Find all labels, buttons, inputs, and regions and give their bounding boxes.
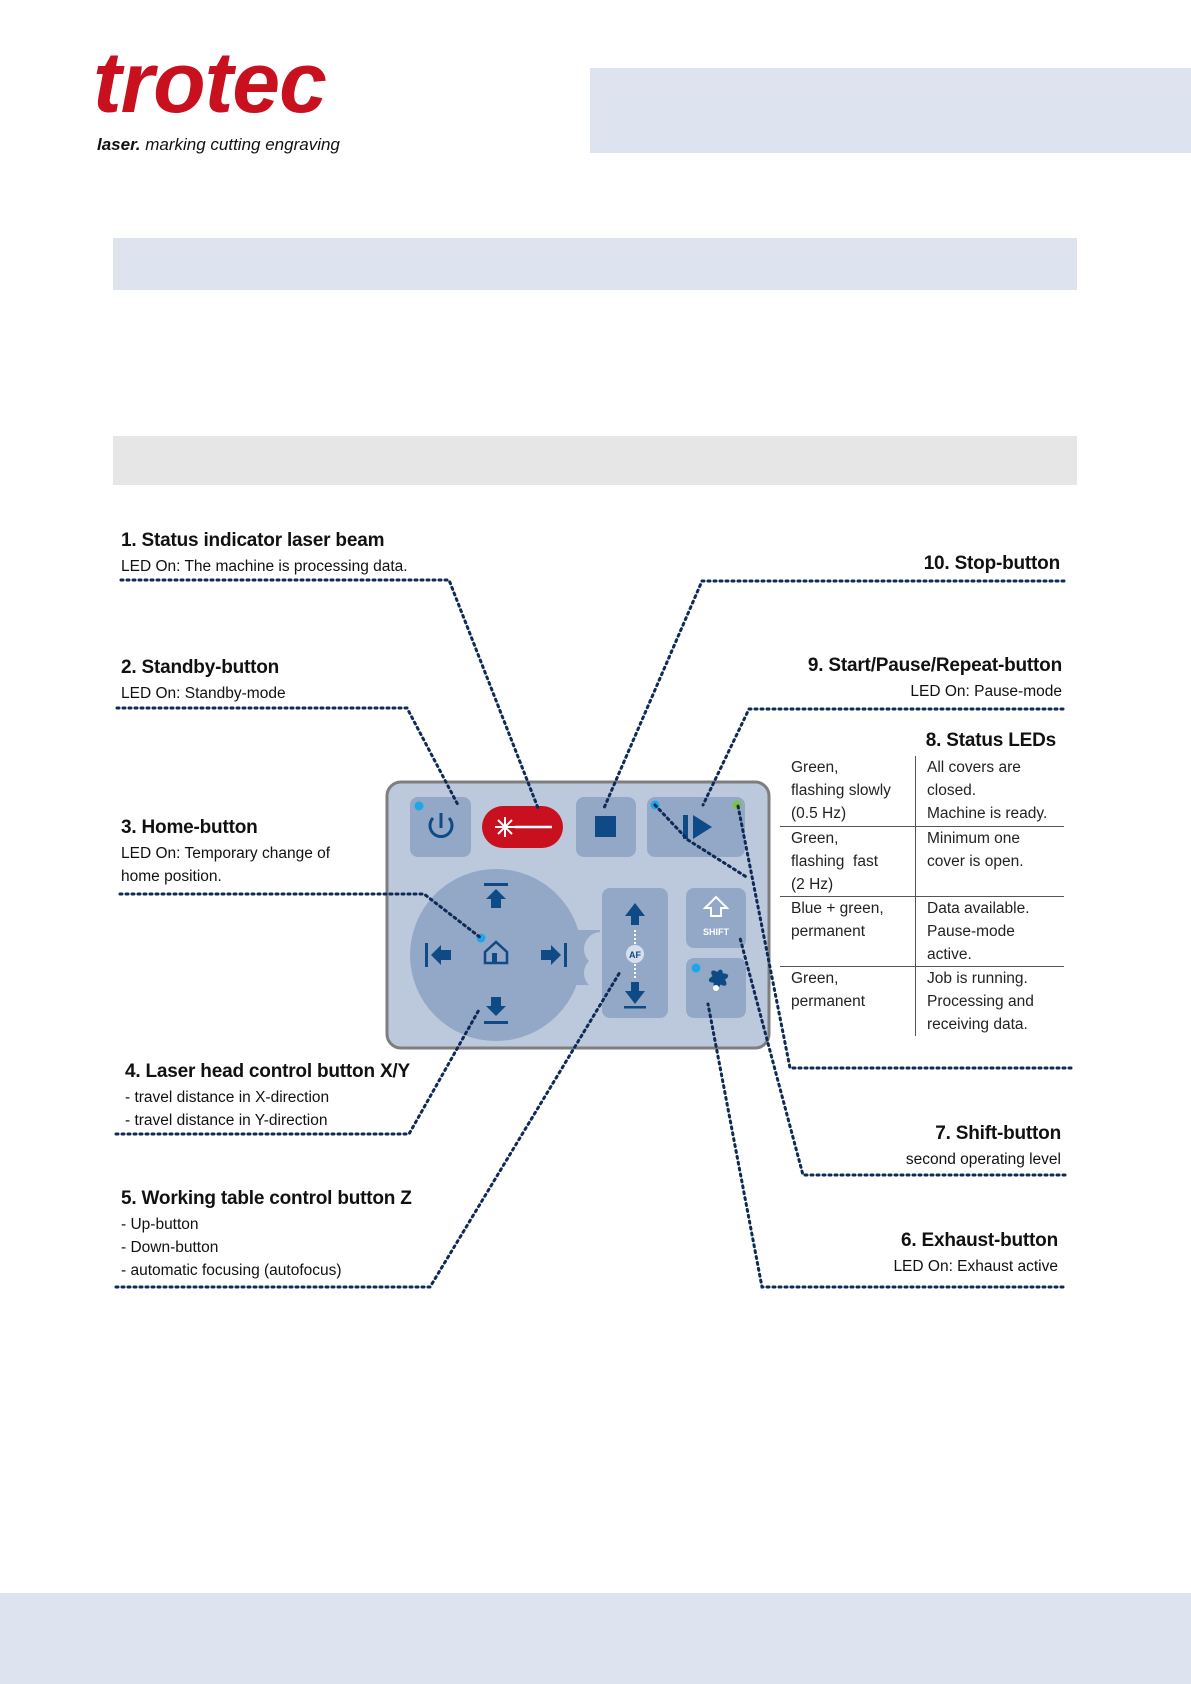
callout-4-desc-1: - travel distance in X-direction	[125, 1089, 330, 1106]
led-meaning-line: Job is running.	[927, 970, 1028, 987]
led-state-line: Green,	[791, 759, 839, 776]
start-pause-button[interactable]	[647, 797, 745, 857]
leader-line-7	[740, 938, 1065, 1175]
callout-1-desc: LED On: The machine is processing data.	[121, 558, 408, 575]
callout-6-desc: LED On: Exhaust active	[893, 1258, 1058, 1275]
callout-2-title: 2. Standby-button	[121, 657, 280, 678]
callout-7-title: 7. Shift-button	[935, 1123, 1061, 1144]
callout-3-title: 3. Home-button	[121, 817, 258, 838]
callout-2-desc: LED On: Standby-mode	[121, 685, 286, 702]
exhaust-led	[692, 964, 701, 973]
led-meaning-line: receiving data.	[927, 1016, 1028, 1033]
callout-5-title: 5. Working table control button Z	[121, 1188, 412, 1209]
standby-led	[415, 802, 424, 811]
led-state-line: Blue + green,	[791, 900, 884, 917]
exhaust-button[interactable]	[686, 958, 746, 1018]
led-meaning-line: cover is open.	[927, 853, 1024, 870]
led-meaning-line: Minimum one	[927, 830, 1021, 847]
led-state-line: Green,	[791, 970, 839, 987]
stop-icon	[595, 816, 616, 837]
led-state-line: Green,	[791, 830, 839, 847]
callout-3-desc-1: LED On: Temporary change of	[121, 845, 331, 862]
led-meaning-line: Machine is ready.	[927, 805, 1048, 822]
led-state-line: flashing fast	[791, 853, 879, 870]
led-state-line: (2 Hz)	[791, 876, 834, 893]
tagline-rest: marking cutting engraving	[140, 135, 340, 154]
led-meaning-line: Pause-mode	[927, 923, 1015, 940]
led-meaning-line: All covers are	[927, 759, 1021, 776]
leader-line-1	[121, 580, 538, 808]
callout-8-title: 8. Status LEDs	[925, 730, 1056, 751]
leader-line-8	[738, 806, 1071, 1068]
shift-button[interactable]	[686, 888, 746, 948]
led-meaning-line: Processing and	[927, 993, 1034, 1010]
callout-5-desc-2: - Down-button	[121, 1239, 219, 1256]
laser-beam-indicator	[482, 806, 563, 848]
leader-line-10	[604, 581, 1064, 808]
callout-5-desc-1: - Up-button	[121, 1216, 199, 1233]
led-state-line: permanent	[791, 923, 866, 940]
z-control-button[interactable]	[602, 888, 668, 1018]
callout-5-desc-3: - automatic focusing (autofocus)	[121, 1262, 342, 1279]
led-state-line: permanent	[791, 993, 866, 1010]
callout-4-desc-2: - travel distance in Y-direction	[125, 1112, 328, 1129]
led-meaning-line: closed.	[927, 782, 977, 799]
callout-3-desc-2: home position.	[121, 868, 222, 885]
af-label: AF	[629, 950, 641, 960]
callout-1-title: 1. Status indicator laser beam	[121, 530, 385, 551]
callout-9-title: 9. Start/Pause/Repeat-button	[807, 655, 1062, 676]
shift-label: SHIFT	[703, 927, 729, 937]
trotec-logo: trotec	[93, 35, 326, 131]
tagline-bold: laser.	[97, 135, 141, 154]
callout-6-title: 6. Exhaust-button	[900, 1230, 1058, 1251]
led-state-line: flashing slowly	[791, 782, 891, 799]
standby-button[interactable]	[410, 797, 471, 857]
led-state-line: (0.5 Hz)	[791, 805, 847, 822]
callout-9-desc: LED On: Pause-mode	[910, 683, 1062, 700]
led-meaning-line: active.	[927, 946, 972, 963]
callout-4-title: 4. Laser head control button X/Y	[125, 1061, 410, 1082]
led-meaning-line: Data available.	[927, 900, 1030, 917]
callout-10-title: 10. Stop-button	[923, 553, 1060, 574]
callout-7-desc: second operating level	[905, 1151, 1061, 1168]
